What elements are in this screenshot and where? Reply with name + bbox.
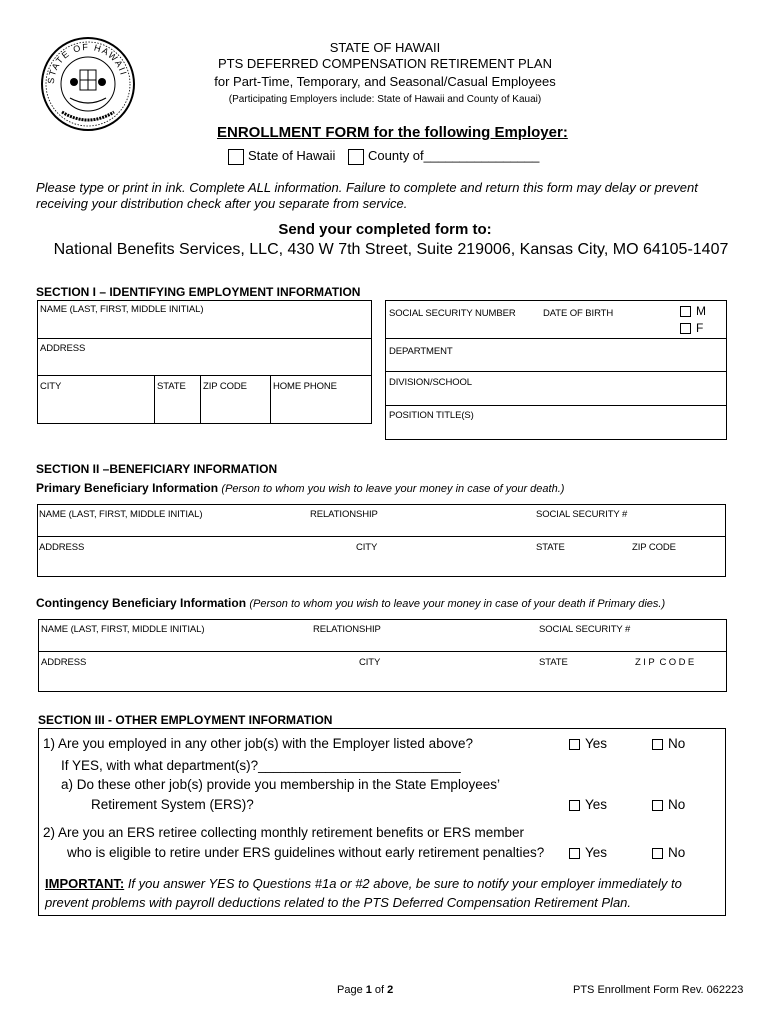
question-1: 1) Are you employed in any other job(s) with the Employer listed above? — [43, 736, 473, 751]
division-field[interactable]: DIVISION/SCHOOL — [389, 377, 472, 388]
question-1a-line1: a) Do these other job(s) provide you membership in the State Employees’ — [61, 777, 500, 792]
q2-no-checkbox[interactable] — [652, 848, 663, 859]
send-to-address: National Benefits Services, LLC, 430 W 7th Street, Suite 219006, Kansas City, MO 64105-1407 — [53, 241, 729, 258]
department-field[interactable]: DEPARTMENT — [389, 346, 453, 357]
primary-note: (Person to whom you wish to leave your money in case of your death.) — [221, 483, 565, 495]
male-label: M — [696, 304, 706, 318]
state-seal — [40, 36, 136, 132]
contingent-address-field[interactable]: ADDRESS — [41, 657, 87, 668]
q1-yes[interactable] — [569, 736, 607, 751]
state-field[interactable]: STATE — [157, 381, 186, 392]
question-2-line2: who is eligible to retire under ERS guidelines without early retirement penalties? — [67, 845, 545, 860]
q1a-no[interactable] — [652, 797, 685, 812]
q2-no-label: No — [668, 845, 686, 860]
q2-yes-checkbox[interactable] — [569, 848, 580, 859]
q1a-yes-label: Yes — [585, 797, 608, 812]
primary-relationship-field[interactable]: RELATIONSHIP — [310, 509, 378, 520]
option-county-label: County of________________ — [368, 148, 540, 163]
primary-address-field[interactable]: ADDRESS — [39, 542, 85, 553]
primary-state-field[interactable]: STATE — [536, 542, 565, 553]
male-checkbox[interactable] — [680, 306, 691, 317]
primary-beneficiary-box — [37, 504, 726, 577]
q1a-no-label: No — [668, 797, 686, 812]
form-revision: PTS Enrollment Form Rev. 062223 — [573, 984, 744, 996]
q1a-yes-checkbox[interactable] — [569, 800, 580, 811]
section1-title: SECTION I – IDENTIFYING EMPLOYMENT INFORMATION — [36, 285, 361, 299]
enrollment-title: ENROLLMENT FORM for the following Employer: — [217, 124, 568, 141]
primary-ssn-field[interactable]: SOCIAL SECURITY # — [536, 509, 628, 520]
ssn-field[interactable]: SOCIAL SECURITY NUMBER — [389, 308, 516, 319]
home-phone-field[interactable]: HOME PHONE — [273, 381, 337, 392]
dob-field[interactable]: DATE OF BIRTH — [543, 308, 614, 319]
page-prefix: Page — [337, 984, 366, 996]
section2-title: SECTION II –BENEFICIARY INFORMATION — [36, 462, 278, 476]
female-checkbox[interactable] — [680, 323, 691, 334]
address-field[interactable]: ADDRESS — [40, 343, 86, 354]
question-1a-line2: Retirement System (ERS)? — [91, 797, 254, 812]
contingent-relationship-field[interactable]: RELATIONSHIP — [313, 624, 381, 635]
important-note — [45, 874, 721, 912]
question-1-followup[interactable]: If YES, with what department(s)?___________________________ — [61, 758, 461, 773]
q1a-no-checkbox[interactable] — [652, 800, 663, 811]
contingent-heading — [36, 596, 665, 610]
option-county[interactable] — [348, 148, 539, 165]
q1-yes-checkbox[interactable] — [569, 739, 580, 750]
state-checkbox[interactable] — [228, 149, 244, 165]
contingent-state-field[interactable]: STATE — [539, 657, 568, 668]
section3-box — [38, 728, 726, 916]
section3-title: SECTION III - OTHER EMPLOYMENT INFORMATION — [38, 713, 333, 727]
q1-no-label: No — [668, 736, 686, 751]
contingent-ssn-field[interactable]: SOCIAL SECURITY # — [539, 624, 631, 635]
primary-city-field[interactable]: CITY — [356, 542, 378, 553]
q2-yes-label: Yes — [585, 845, 608, 860]
gender-male[interactable] — [680, 304, 706, 318]
page-current: 1 — [365, 984, 372, 996]
name-field[interactable]: NAME (LAST, FIRST, MIDDLE INITIAL) — [40, 304, 204, 315]
page-total: 2 — [387, 984, 394, 996]
q1-no-checkbox[interactable] — [652, 739, 663, 750]
primary-name-field[interactable]: NAME (LAST, FIRST, MIDDLE INITIAL) — [39, 509, 203, 520]
page-of: of — [371, 984, 388, 996]
contingent-zip-field[interactable]: Z I P C O D E — [635, 657, 695, 668]
question-2-line1: 2) Are you an ERS retiree collecting monthly retirement benefits or ERS member — [43, 825, 524, 840]
instructions: Please type or print in ink. Complete ALL information. Failure to complete and return this form may delay or prevent receiving your distribution check after you separate from service. — [36, 180, 698, 211]
header-line1: STATE OF HAWAII — [329, 40, 441, 55]
primary-title: Primary Beneficiary Information — [36, 481, 219, 495]
female-label: F — [696, 321, 704, 335]
contingent-note: (Person to whom you wish to leave your money in case of your death if Primary dies.) — [249, 598, 666, 610]
option-state-label: State of Hawaii — [248, 148, 336, 163]
city-field[interactable]: CITY — [40, 381, 62, 392]
contingent-title: Contingency Beneficiary Information — [36, 596, 247, 610]
q1-yes-label: Yes — [585, 736, 608, 751]
section1-left-box — [37, 300, 372, 424]
header-line2: PTS DEFERRED COMPENSATION RETIREMENT PLAN — [218, 56, 552, 71]
send-to-title: Send your completed form to: — [278, 221, 492, 238]
q2-yes[interactable] — [569, 845, 607, 860]
seal-text: STATE OF HAWAII — [45, 41, 129, 85]
zip-field[interactable]: ZIP CODE — [203, 381, 247, 392]
primary-heading — [36, 481, 564, 495]
page-number — [337, 984, 393, 996]
important-text: If you answer YES to Questions #1a or #2 above, be sure to notify your employer immediately to prevent problems with payroll deductions related to the PTS Deferred Compensation Retirement Plan. — [45, 876, 682, 910]
gender-female[interactable] — [680, 321, 703, 335]
position-field[interactable]: POSITION TITLE(S) — [389, 410, 474, 421]
contingent-city-field[interactable]: CITY — [359, 657, 381, 668]
option-state[interactable] — [228, 148, 335, 165]
section1-right-box — [385, 300, 727, 440]
q1-no[interactable] — [652, 736, 685, 751]
contingent-beneficiary-box — [38, 619, 727, 692]
header-line3: for Part-Time, Temporary, and Seasonal/Casual Employees — [214, 74, 556, 89]
county-checkbox[interactable] — [348, 149, 364, 165]
q2-no[interactable] — [652, 845, 685, 860]
q1a-yes[interactable] — [569, 797, 607, 812]
contingent-name-field[interactable]: NAME (LAST, FIRST, MIDDLE INITIAL) — [41, 624, 205, 635]
important-label: IMPORTANT: — [45, 876, 125, 891]
primary-zip-field[interactable]: ZIP CODE — [632, 542, 676, 553]
header-line4: (Participating Employers include: State of Hawaii and County of Kauai) — [228, 94, 542, 105]
